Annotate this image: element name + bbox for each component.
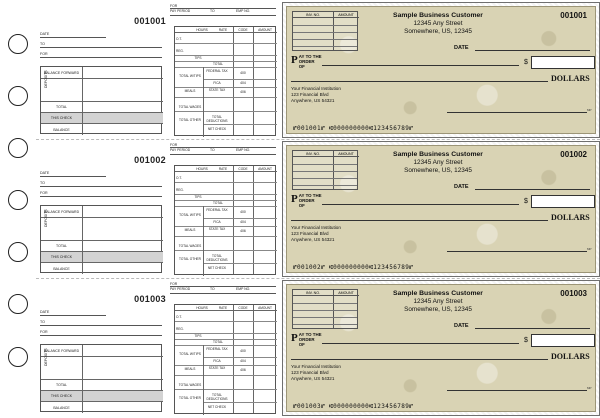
for-label: FOR	[40, 191, 48, 195]
business-name: Sample Business Customer	[393, 151, 483, 158]
federal-tax-label: FEDERAL TAX	[206, 69, 228, 73]
balance-label: BALANCE	[41, 124, 83, 135]
ot-label: O.T.	[176, 315, 182, 319]
dollars-label: DOLLARS	[551, 352, 590, 361]
check-number: 001003	[560, 289, 587, 298]
business-street: 12345 Any Street	[413, 159, 463, 166]
business-check	[282, 280, 600, 416]
inv-no-header: INV. NO.	[293, 12, 333, 18]
total-other-label: TOTAL OTHER	[179, 396, 201, 400]
to-label: TO	[210, 148, 215, 152]
amount-header: AMOUNT	[253, 305, 277, 311]
binder-hole	[8, 347, 28, 367]
pay-to-line1: AY TO THE	[298, 332, 322, 337]
emp-no-label: EMP NO.	[236, 287, 251, 291]
amount-box[interactable]	[531, 195, 595, 208]
bank-city: Anywhere, US 54321	[291, 98, 335, 103]
bank-city: Anywhere, US 54321	[291, 376, 335, 381]
state-tax-label: STATE TAX	[208, 227, 226, 231]
dollar-sign: $	[524, 337, 528, 344]
micr-line: ⑈001002⑈ ⑆000000000⑆123456789⑈	[293, 264, 414, 271]
pay-to-line2: ORDER OF	[298, 197, 315, 208]
pay-to-label	[291, 55, 322, 69]
deposits-value[interactable]	[83, 357, 163, 379]
to-label: TO	[210, 287, 215, 291]
check-number: 001001	[560, 11, 587, 20]
pay-period-header	[170, 4, 276, 16]
federal-tax-label: FEDERAL TAX	[206, 347, 228, 351]
amount-header: AMOUNT	[253, 27, 277, 33]
state-code: 406	[240, 90, 246, 94]
federal-code: 400	[240, 71, 246, 75]
pay-to-label	[291, 333, 322, 347]
total-value[interactable]	[83, 241, 163, 251]
pay-to-initial: P	[291, 54, 298, 66]
register-stub	[36, 280, 168, 418]
total-deductions-label: TOTAL DEDUCTIONS	[206, 115, 228, 123]
balance-label: BALANCE	[41, 402, 83, 413]
for-label: FOR	[40, 52, 48, 56]
amount-box[interactable]	[531, 334, 595, 347]
date-label: DATE	[454, 184, 469, 190]
micr-line: ⑈001003⑈ ⑆000000000⑆123456789⑈	[293, 403, 414, 410]
total-other-label: TOTAL OTHER	[179, 118, 201, 122]
dollar-sign: $	[524, 198, 528, 205]
emp-no-label: EMP NO.	[236, 9, 251, 13]
check-face	[286, 284, 596, 412]
total-w-tips-label: TOTAL W/TIPS	[179, 352, 201, 356]
this-check-label: THIS CHECK	[41, 113, 83, 123]
date-field[interactable]	[40, 32, 106, 38]
balance-label: BALANCE	[41, 263, 83, 274]
pay-to-initial: P	[291, 193, 298, 205]
bank-name: Your Financial Institution	[291, 86, 341, 91]
tips-label: TIPS	[194, 56, 202, 60]
signature-line[interactable]	[447, 251, 587, 252]
written-amount-line[interactable]	[291, 220, 548, 221]
bank-street: 123 Financial Blvd	[291, 370, 329, 375]
perforation-line	[36, 278, 600, 279]
total-w-tips-label: TOTAL W/TIPS	[179, 213, 201, 217]
deposits-label: DEPOSITS	[44, 209, 48, 227]
pay-to-line1: AY TO THE	[298, 54, 322, 59]
mp-label: MP	[587, 247, 592, 251]
business-check	[282, 141, 600, 277]
pay-to-line1: AY TO THE	[298, 193, 322, 198]
signature-line[interactable]	[447, 390, 587, 391]
date-label: DATE	[454, 45, 469, 51]
total-wages-label: TOTAL WAGES	[178, 383, 202, 387]
payroll-stub	[170, 280, 280, 418]
fica-code: 404	[240, 81, 246, 85]
payroll-grid	[174, 165, 276, 275]
balance-ledger	[40, 205, 162, 273]
for-label: FOR	[170, 143, 178, 147]
emp-no-label: EMP NO.	[236, 148, 251, 152]
rate-header: RATE	[213, 27, 233, 33]
invoice-table	[292, 11, 358, 51]
to-label: TO	[40, 320, 45, 324]
fica-label: FICA	[213, 359, 221, 363]
date-label: DATE	[454, 323, 469, 329]
deposits-label: DEPOSITS	[44, 70, 48, 88]
balance-value[interactable]	[83, 263, 163, 274]
business-city: Somewhere, US, 12345	[404, 28, 472, 35]
business-city: Somewhere, US, 12345	[404, 167, 472, 174]
balance-value[interactable]	[83, 124, 163, 135]
net-check-label: NET CHECK	[207, 405, 227, 409]
balance-forward-label: BALANCE FORWARD	[41, 67, 83, 78]
total-label: TOTAL	[41, 241, 83, 251]
state-tax-label: STATE TAX	[208, 88, 226, 92]
pay-period-label: PAY PERIOD	[170, 148, 191, 152]
business-city: Somewhere, US, 12345	[404, 306, 472, 313]
balance-ledger	[40, 66, 162, 134]
balance-forward-value[interactable]	[83, 67, 163, 78]
total-other-label: TOTAL OTHER	[179, 257, 201, 261]
fica-code: 404	[240, 220, 246, 224]
pay-to-label	[291, 194, 322, 208]
binder-hole	[8, 190, 28, 210]
dollar-sign: $	[524, 59, 528, 66]
total-wages-label: TOTAL WAGES	[178, 244, 202, 248]
dollars-label: DOLLARS	[551, 74, 590, 83]
total-deductions-label: TOTAL DEDUCTIONS	[206, 393, 228, 401]
total-w-tips-label: TOTAL W/TIPS	[179, 74, 201, 78]
date-field[interactable]	[40, 310, 106, 316]
code-header: CODE	[233, 166, 253, 172]
this-check-value[interactable]	[83, 252, 163, 262]
pay-period-header	[170, 143, 276, 155]
net-check-label: NET CHECK	[207, 127, 227, 131]
rate-header: RATE	[213, 305, 233, 311]
business-street: 12345 Any Street	[413, 298, 463, 305]
payee-line[interactable]	[322, 204, 519, 205]
inv-no-header: INV. NO.	[293, 151, 333, 157]
ot-label: O.T.	[176, 176, 182, 180]
payee-line[interactable]	[322, 343, 519, 344]
payroll-grid	[174, 26, 276, 136]
bank-name: Your Financial Institution	[291, 364, 341, 369]
business-name: Sample Business Customer	[393, 12, 483, 19]
fica-label: FICA	[213, 220, 221, 224]
fica-code: 404	[240, 359, 246, 363]
balance-forward-label: BALANCE FORWARD	[41, 206, 83, 217]
total-wages-label: TOTAL WAGES	[178, 105, 202, 109]
amount-header: AMOUNT	[253, 166, 277, 172]
mp-label: MP	[587, 108, 592, 112]
date-line[interactable]	[475, 50, 590, 51]
federal-code: 400	[240, 349, 246, 353]
binder-hole	[8, 34, 28, 54]
pay-to-line2: ORDER OF	[298, 336, 315, 347]
this-check-label: THIS CHECK	[41, 252, 83, 262]
balance-forward-value[interactable]	[83, 206, 163, 217]
pay-to-initial: P	[291, 332, 298, 344]
written-amount-line[interactable]	[291, 81, 548, 82]
register-stub	[36, 141, 168, 279]
check-face	[286, 145, 596, 273]
ot-label: O.T.	[176, 37, 182, 41]
fica-label: FICA	[213, 81, 221, 85]
date-label: DATE	[40, 310, 50, 314]
check-number: 001002	[560, 150, 587, 159]
total-label: TOTAL	[213, 340, 223, 344]
stub-check-number: 001003	[134, 294, 166, 304]
balance-value[interactable]	[83, 402, 163, 413]
binder-hole	[8, 138, 28, 158]
signature-line[interactable]	[447, 112, 587, 113]
pay-period-label: PAY PERIOD	[170, 9, 191, 13]
to-label: TO	[40, 42, 45, 46]
amount-box[interactable]	[531, 56, 595, 69]
payroll-stub	[170, 141, 280, 279]
to-field[interactable]	[40, 42, 162, 48]
register-stub	[36, 2, 168, 140]
for-field[interactable]	[40, 52, 162, 58]
deposits-value[interactable]	[83, 218, 163, 240]
bank-street: 123 Financial Blvd	[291, 92, 329, 97]
reg-label: REG.	[176, 327, 184, 331]
tips-label: TIPS	[194, 195, 202, 199]
balance-forward-value[interactable]	[83, 345, 163, 356]
written-amount-line[interactable]	[291, 359, 548, 360]
check-row	[36, 141, 600, 279]
to-label: TO	[210, 9, 215, 13]
binder-hole	[8, 242, 28, 262]
balance-ledger	[40, 344, 162, 412]
date-line[interactable]	[475, 189, 590, 190]
business-name: Sample Business Customer	[393, 290, 483, 297]
amount-header: AMOUNT	[333, 290, 359, 296]
amount-header: AMOUNT	[333, 151, 359, 157]
payroll-stub	[170, 2, 280, 140]
bank-city: Anywhere, US 54321	[291, 237, 335, 242]
hours-header: HOURS	[191, 305, 213, 311]
for-field[interactable]	[40, 191, 162, 197]
inv-no-header: INV. NO.	[293, 290, 333, 296]
balance-forward-label: BALANCE FORWARD	[41, 345, 83, 356]
code-header: CODE	[233, 305, 253, 311]
state-tax-label: STATE TAX	[208, 366, 226, 370]
binder-holes	[0, 0, 36, 415]
state-code: 406	[240, 368, 246, 372]
total-label: TOTAL	[213, 62, 223, 66]
pay-to-line2: ORDER OF	[298, 58, 315, 69]
for-label: FOR	[170, 4, 178, 8]
reg-label: REG.	[176, 188, 184, 192]
check-row	[36, 2, 600, 140]
total-label: TOTAL	[213, 201, 223, 205]
perforation-line	[36, 139, 600, 140]
net-check-label: NET CHECK	[207, 266, 227, 270]
code-header: CODE	[233, 27, 253, 33]
date-label: DATE	[40, 171, 50, 175]
tips-label: TIPS	[194, 334, 202, 338]
invoice-table	[292, 289, 358, 329]
this-check-value[interactable]	[83, 391, 163, 401]
state-code: 406	[240, 229, 246, 233]
date-label: DATE	[40, 32, 50, 36]
pay-period-header	[170, 282, 276, 294]
for-label: FOR	[40, 330, 48, 334]
binder-hole	[8, 86, 28, 106]
stub-check-number: 001001	[134, 16, 166, 26]
meals-label: MEALS	[184, 228, 196, 232]
total-deductions-label: TOTAL DEDUCTIONS	[206, 254, 228, 262]
to-label: TO	[40, 181, 45, 185]
this-check-label: THIS CHECK	[41, 391, 83, 401]
hours-header: HOURS	[191, 27, 213, 33]
business-street: 12345 Any Street	[413, 20, 463, 27]
federal-tax-label: FEDERAL TAX	[206, 208, 228, 212]
to-field[interactable]	[40, 320, 162, 326]
total-value[interactable]	[83, 102, 163, 112]
for-field[interactable]	[40, 330, 162, 336]
amount-header: AMOUNT	[333, 12, 359, 18]
date-line[interactable]	[475, 328, 590, 329]
check-row	[36, 280, 600, 418]
reg-label: REG.	[176, 49, 184, 53]
total-value[interactable]	[83, 380, 163, 390]
total-label: TOTAL	[41, 102, 83, 112]
deposits-label: DEPOSITS	[44, 348, 48, 366]
stub-check-number: 001002	[134, 155, 166, 165]
this-check-value[interactable]	[83, 113, 163, 123]
dollars-label: DOLLARS	[551, 213, 590, 222]
to-field[interactable]	[40, 181, 162, 187]
meals-label: MEALS	[184, 89, 196, 93]
pay-period-label: PAY PERIOD	[170, 287, 191, 291]
hours-header: HOURS	[191, 166, 213, 172]
for-label: FOR	[170, 282, 178, 286]
mp-label: MP	[587, 386, 592, 390]
invoice-table	[292, 150, 358, 190]
total-label: TOTAL	[41, 380, 83, 390]
bank-street: 123 Financial Blvd	[291, 231, 329, 236]
payee-line[interactable]	[322, 65, 519, 66]
rate-header: RATE	[213, 166, 233, 172]
federal-code: 400	[240, 210, 246, 214]
payroll-grid	[174, 304, 276, 414]
binder-hole	[8, 294, 28, 314]
bank-name: Your Financial Institution	[291, 225, 341, 230]
check-face	[286, 6, 596, 134]
deposits-value[interactable]	[83, 79, 163, 101]
business-check	[282, 2, 600, 138]
micr-line: ⑈001001⑈ ⑆000000000⑆123456789⑈	[293, 125, 414, 132]
date-field[interactable]	[40, 171, 106, 177]
meals-label: MEALS	[184, 367, 196, 371]
